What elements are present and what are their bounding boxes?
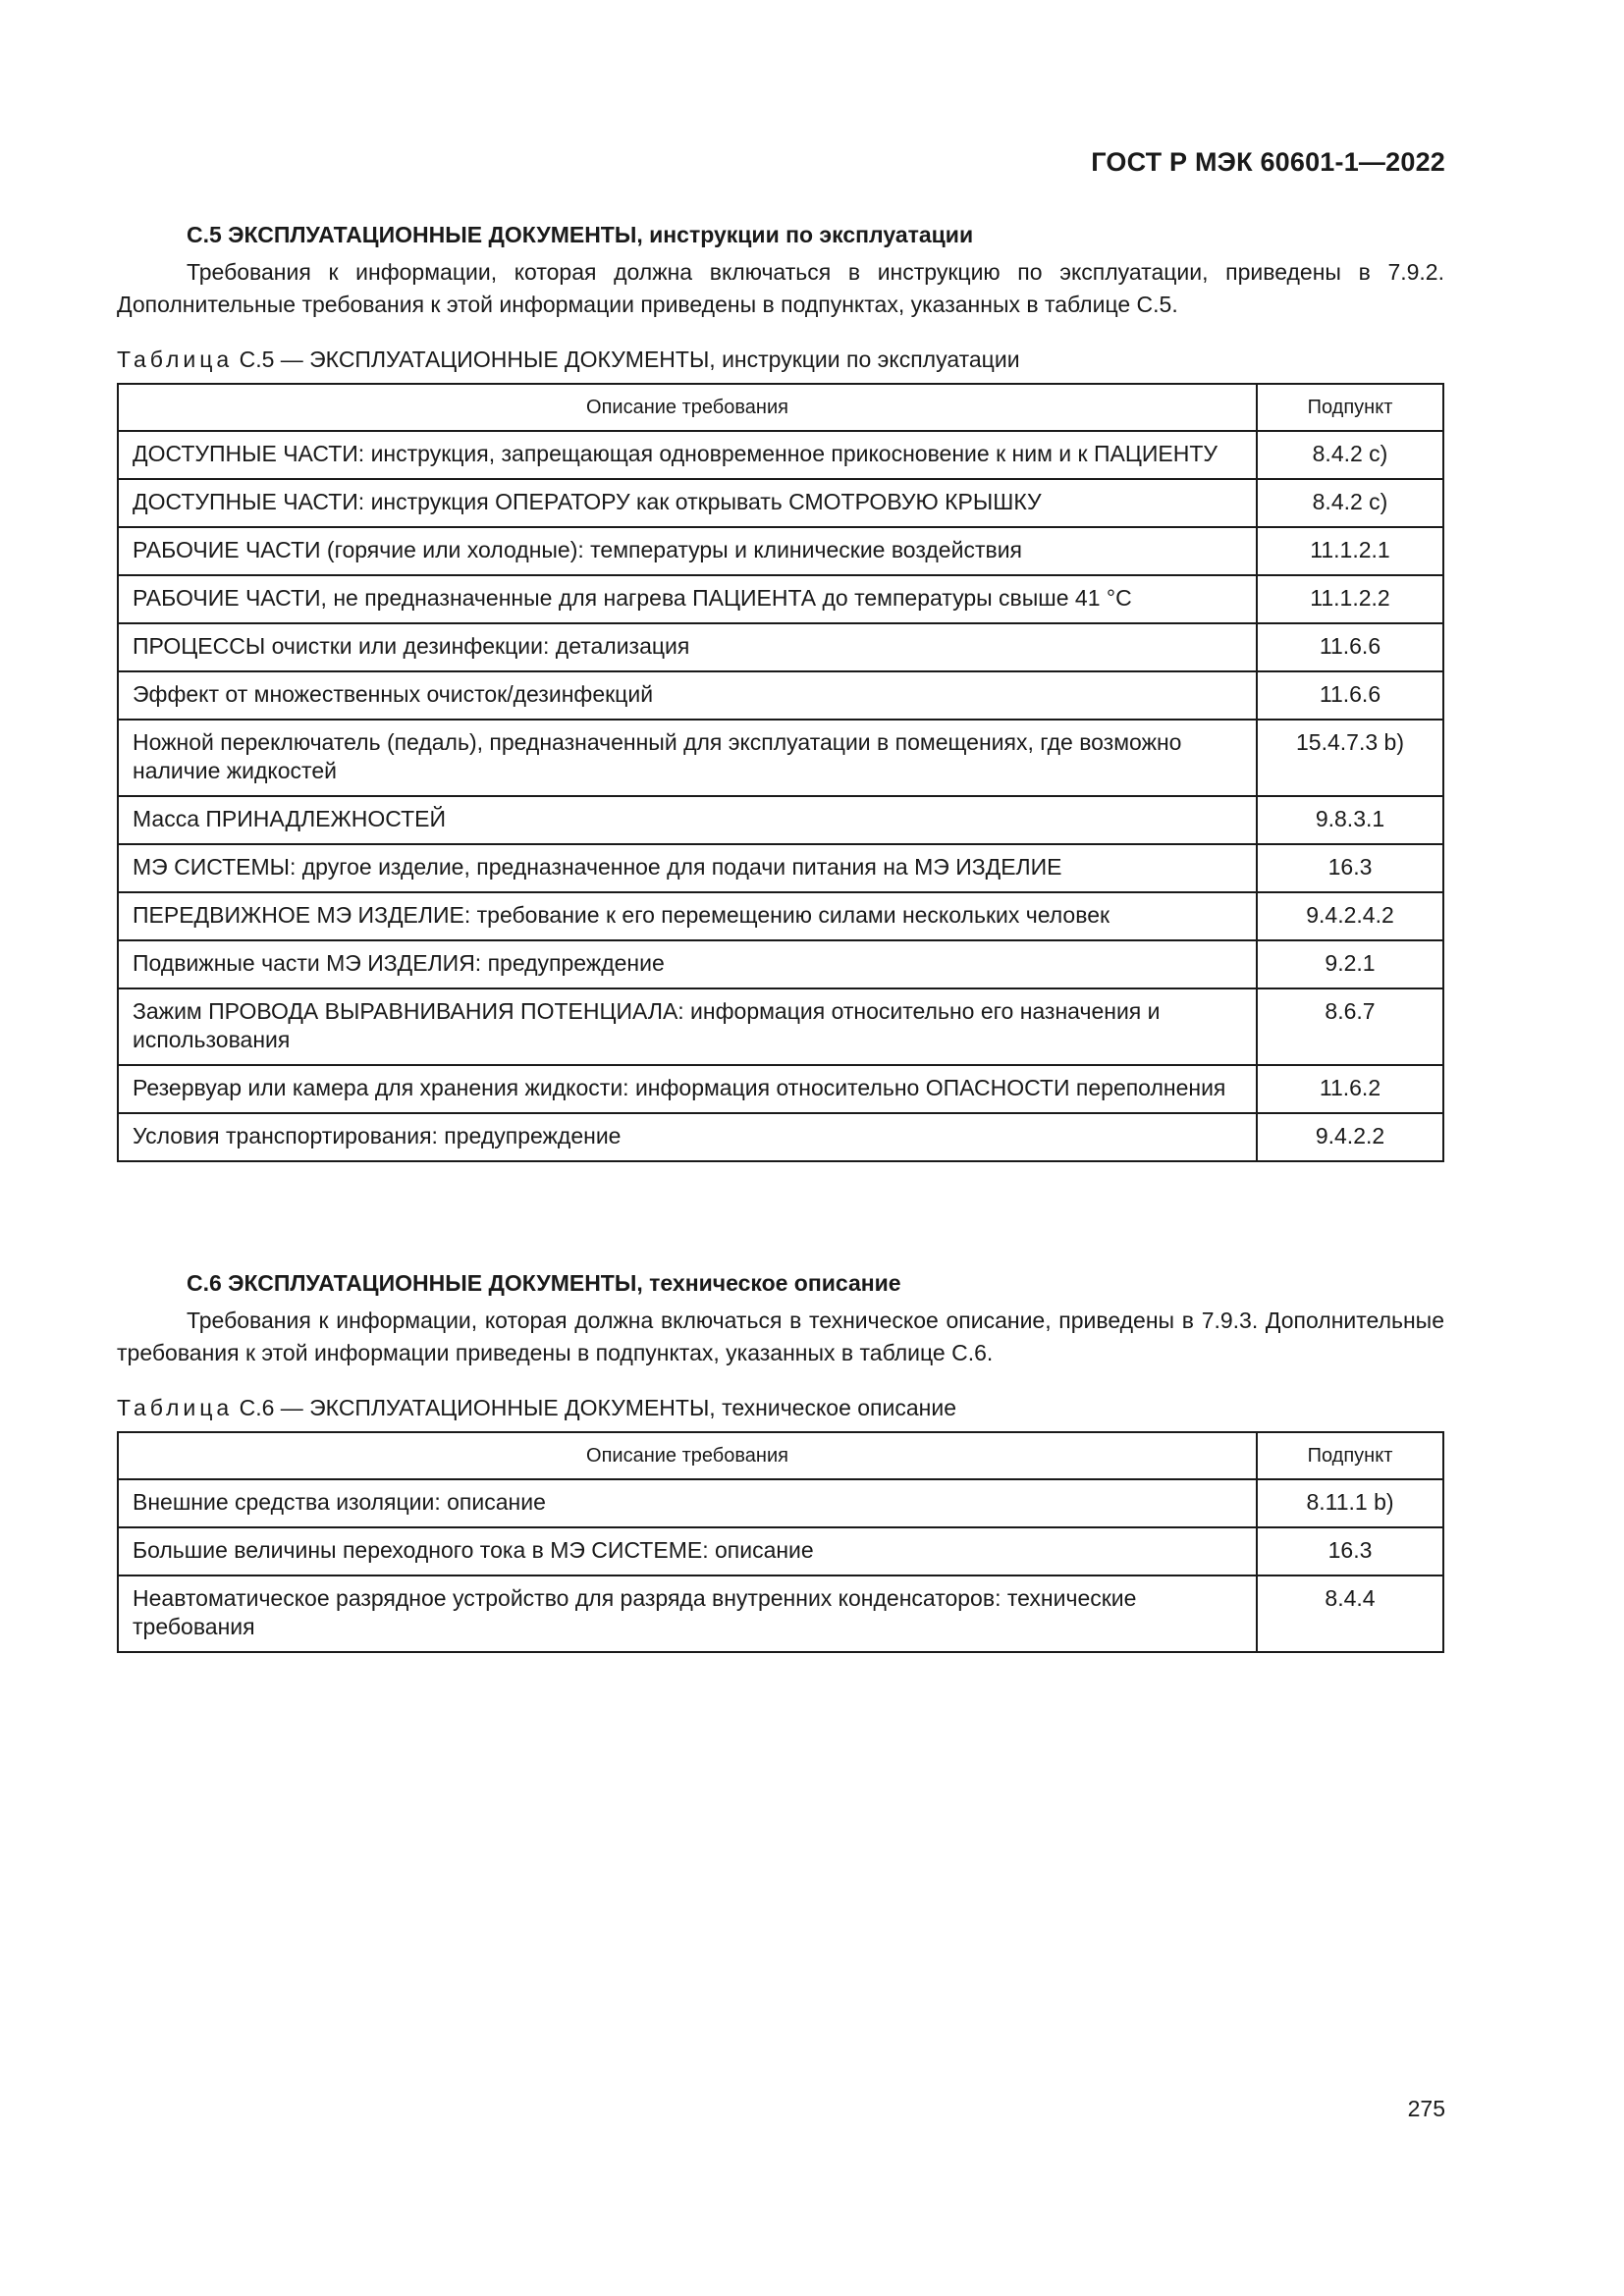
table-row bbox=[118, 720, 1443, 796]
table-row bbox=[118, 892, 1443, 940]
clause-reference: 11.6.6 bbox=[1257, 671, 1443, 720]
requirement-description: Резервуар или камера для хранения жидкости: информация относительно ОПАСНОСТИ переполнения bbox=[118, 1065, 1257, 1113]
requirement-description: ПЕРЕДВИЖНОЕ МЭ ИЗДЕЛИЕ: требование к его перемещению силами нескольких человек bbox=[118, 892, 1257, 940]
clause-reference: 9.2.1 bbox=[1257, 940, 1443, 988]
table-row bbox=[118, 671, 1443, 720]
requirement-description: Подвижные части МЭ ИЗДЕЛИЯ: предупреждение bbox=[118, 940, 1257, 988]
clause-reference: 11.6.6 bbox=[1257, 623, 1443, 671]
clause-reference: 9.4.2.4.2 bbox=[1257, 892, 1443, 940]
requirement-description: МЭ СИСТЕМЫ: другое изделие, предназначенное для подачи питания на МЭ ИЗДЕЛИЕ bbox=[118, 844, 1257, 892]
table-header-row bbox=[118, 384, 1443, 431]
table-c6-caption-word: Таблица bbox=[117, 1395, 234, 1420]
header-clause: Подпункт bbox=[1257, 384, 1443, 431]
requirement-description: Внешние средства изоляции: описание bbox=[118, 1479, 1257, 1527]
clause-reference: 16.3 bbox=[1257, 844, 1443, 892]
table-row bbox=[118, 988, 1443, 1065]
table-row bbox=[118, 1479, 1443, 1527]
table-c6-caption-text: С.6 — ЭКСПЛУАТАЦИОННЫЕ ДОКУМЕНТЫ, техническое описание bbox=[233, 1395, 956, 1420]
header-clause: Подпункт bbox=[1257, 1432, 1443, 1479]
table-row bbox=[118, 844, 1443, 892]
table-c5-caption-text: С.5 — ЭКСПЛУАТАЦИОННЫЕ ДОКУМЕНТЫ, инструкции по эксплуатации bbox=[233, 347, 1020, 372]
clause-reference: 11.6.2 bbox=[1257, 1065, 1443, 1113]
page-number: 275 bbox=[1407, 2096, 1445, 2121]
requirement-description: Большие величины переходного тока в МЭ СИСТЕМЕ: описание bbox=[118, 1527, 1257, 1575]
section-c5-paragraph: Требования к информации, которая должна включаться в инструкцию по эксплуатации, приведены в 7.9.2. Дополнительные требования к этой информации приведены в подпунктах, указанных в таблице С.5. bbox=[117, 259, 1444, 317]
clause-reference: 11.1.2.1 bbox=[1257, 527, 1443, 575]
clause-reference: 9.4.2.2 bbox=[1257, 1113, 1443, 1161]
section-c5 bbox=[117, 222, 1444, 1162]
requirement-description: ДОСТУПНЫЕ ЧАСТИ: инструкция ОПЕРАТОРУ как открывать СМОТРОВУЮ КРЫШКУ bbox=[118, 479, 1257, 527]
clause-reference: 8.4.2 c) bbox=[1257, 431, 1443, 479]
requirement-description: РАБОЧИЕ ЧАСТИ, не предназначенные для нагрева ПАЦИЕНТА до температуры свыше 41 °С bbox=[118, 575, 1257, 623]
clause-reference: 16.3 bbox=[1257, 1527, 1443, 1575]
table-row bbox=[118, 1065, 1443, 1113]
clause-reference: 8.11.1 b) bbox=[1257, 1479, 1443, 1527]
header-description: Описание требования bbox=[118, 1432, 1257, 1479]
section-c6-paragraph: Требования к информации, которая должна включаться в техническое описание, приведены в 7.9.3. Дополнительные требования к этой информации приведены в подпунктах, указанных в таблице С.6. bbox=[117, 1308, 1444, 1365]
section-c6 bbox=[117, 1270, 1444, 1653]
requirement-description: РАБОЧИЕ ЧАСТИ (горячие или холодные): температуры и клинические воздействия bbox=[118, 527, 1257, 575]
section-c6-title-main: С.6 ЭКСПЛУАТАЦИОННЫЕ ДОКУМЕНТЫ, bbox=[187, 1270, 643, 1296]
requirement-description: ПРОЦЕССЫ очистки или дезинфекции: детализация bbox=[118, 623, 1257, 671]
section-c6-title-rest: техническое описание bbox=[642, 1270, 901, 1296]
table-c5-caption-word: Таблица bbox=[117, 347, 234, 372]
section-c6-title bbox=[187, 1270, 1444, 1297]
clause-reference: 15.4.7.3 b) bbox=[1257, 720, 1443, 796]
table-row bbox=[118, 479, 1443, 527]
table-header-row bbox=[118, 1432, 1443, 1479]
requirement-description: Масса ПРИНАДЛЕЖНОСТЕЙ bbox=[118, 796, 1257, 844]
table-row bbox=[118, 940, 1443, 988]
table-c6 bbox=[117, 1431, 1444, 1653]
section-c5-title bbox=[187, 222, 1444, 248]
table-c5 bbox=[117, 383, 1444, 1162]
header-description: Описание требования bbox=[118, 384, 1257, 431]
requirement-description: Неавтоматическое разрядное устройство для разряда внутренних конденсаторов: технические требования bbox=[118, 1575, 1257, 1652]
table-row bbox=[118, 1575, 1443, 1652]
table-c6-caption bbox=[117, 1395, 1444, 1421]
table-c6-body bbox=[118, 1479, 1443, 1652]
table-row bbox=[118, 527, 1443, 575]
table-c5-caption bbox=[117, 347, 1444, 373]
requirement-description: Зажим ПРОВОДА ВЫРАВНИВАНИЯ ПОТЕНЦИАЛА: информация относительно его назначения и использования bbox=[118, 988, 1257, 1065]
clause-reference: 8.4.2 c) bbox=[1257, 479, 1443, 527]
table-c5-body bbox=[118, 431, 1443, 1161]
table-row bbox=[118, 1113, 1443, 1161]
clause-reference: 11.1.2.2 bbox=[1257, 575, 1443, 623]
requirement-description: Эффект от множественных очисток/дезинфекций bbox=[118, 671, 1257, 720]
table-row bbox=[118, 575, 1443, 623]
table-row bbox=[118, 796, 1443, 844]
clause-reference: 9.8.3.1 bbox=[1257, 796, 1443, 844]
section-c5-title-rest: инструкции по эксплуатации bbox=[642, 222, 974, 247]
requirement-description: Условия транспортирования: предупреждение bbox=[118, 1113, 1257, 1161]
table-row bbox=[118, 623, 1443, 671]
requirement-description: Ножной переключатель (педаль), предназначенный для эксплуатации в помещениях, где возможно наличие жидкостей bbox=[118, 720, 1257, 796]
table-row bbox=[118, 1527, 1443, 1575]
table-row bbox=[118, 431, 1443, 479]
clause-reference: 8.6.7 bbox=[1257, 988, 1443, 1065]
clause-reference: 8.4.4 bbox=[1257, 1575, 1443, 1652]
section-c5-title-main: С.5 ЭКСПЛУАТАЦИОННЫЕ ДОКУМЕНТЫ, bbox=[187, 222, 643, 247]
standard-designation: ГОСТ Р МЭК 60601-1—2022 bbox=[1091, 147, 1445, 177]
requirement-description: ДОСТУПНЫЕ ЧАСТИ: инструкция, запрещающая одновременное прикосновение к ним и к ПАЦИЕНТУ bbox=[118, 431, 1257, 479]
